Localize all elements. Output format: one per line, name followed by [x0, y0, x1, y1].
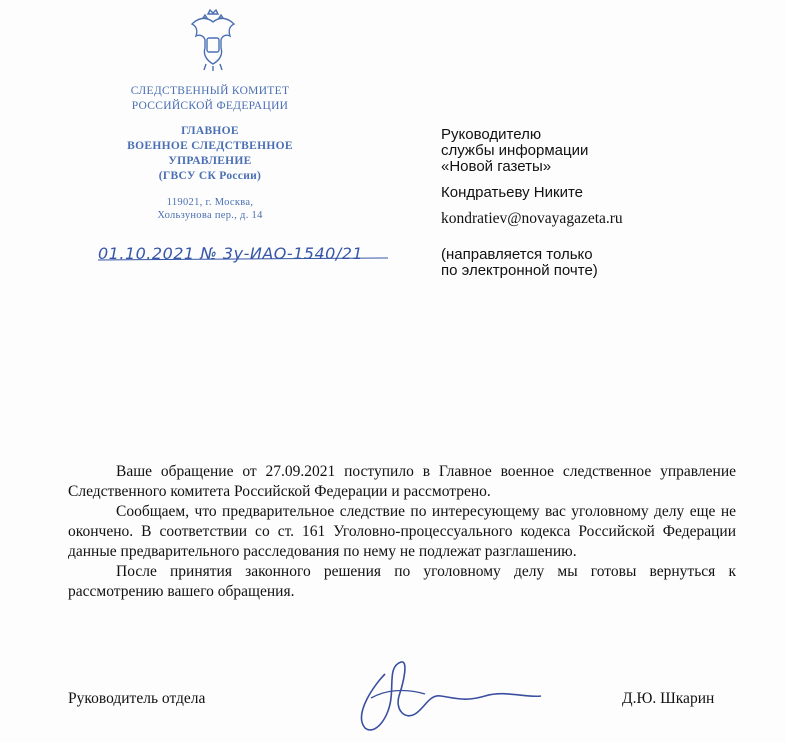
coat-of-arms-icon	[186, 8, 240, 72]
department-line1: ГЛАВНОЕ	[181, 125, 239, 137]
department-line2: ВОЕННОЕ СЛЕДСТВЕННОЕ	[127, 140, 293, 152]
department-line3: УПРАВЛЕНИЕ	[168, 155, 252, 167]
committee-name-line1: СЛЕДСТВЕННЫЙ КОМИТЕТ	[130, 85, 290, 97]
paragraph-3: После принятия законного решения по уголовному делу мы готовы вернуться к рассмотрению вашего обращения.	[68, 563, 736, 600]
signature-icon	[345, 654, 545, 738]
signer-name: Д.Ю. Шкарин	[622, 690, 715, 707]
recipient-email: kondratiev@novayagazeta.ru	[441, 210, 623, 227]
recipient-line2: службы информации	[441, 142, 589, 159]
recipient-name: Кондратьеву Никите	[441, 184, 584, 201]
address-line2: Хользунова пер., д. 14	[157, 210, 263, 221]
recipient-block	[441, 127, 761, 279]
registration-stamp	[98, 238, 398, 282]
paragraph-2: Сообщаем, что предварительное следствие по интересующему вас уголовному делу еще не окончено. В соответствии со ст. 161 Уголовно-процессуального кодекса Российской Федерации данные предварительного расследования по нему не подлежат разглашению.	[68, 503, 736, 560]
recipient-line1: Руководителю	[441, 126, 542, 143]
registration-number: 01.10.2021 № 3у-ИАО-1540/21	[98, 244, 364, 263]
letterhead	[98, 84, 322, 222]
letter-body	[68, 462, 736, 602]
delivery-note-line1: (направляется только	[441, 246, 593, 263]
delivery-note-line2: по электронной почте)	[441, 262, 598, 279]
signer-position: Руководитель отдела	[68, 690, 206, 707]
paragraph-1: Ваше обращение от 27.09.2021 поступило в Главное военное следственное управление Следственного комитета Российской Федерации и рассмотрено.	[68, 463, 736, 500]
committee-name-line2: РОССИЙСКОЙ ФЕДЕРАЦИИ	[131, 100, 289, 112]
recipient-line3: «Новой газеты»	[441, 158, 552, 175]
department-abbreviation: (ГВСУ СК России)	[158, 170, 262, 182]
address-line1: 119021, г. Москва,	[166, 197, 254, 208]
